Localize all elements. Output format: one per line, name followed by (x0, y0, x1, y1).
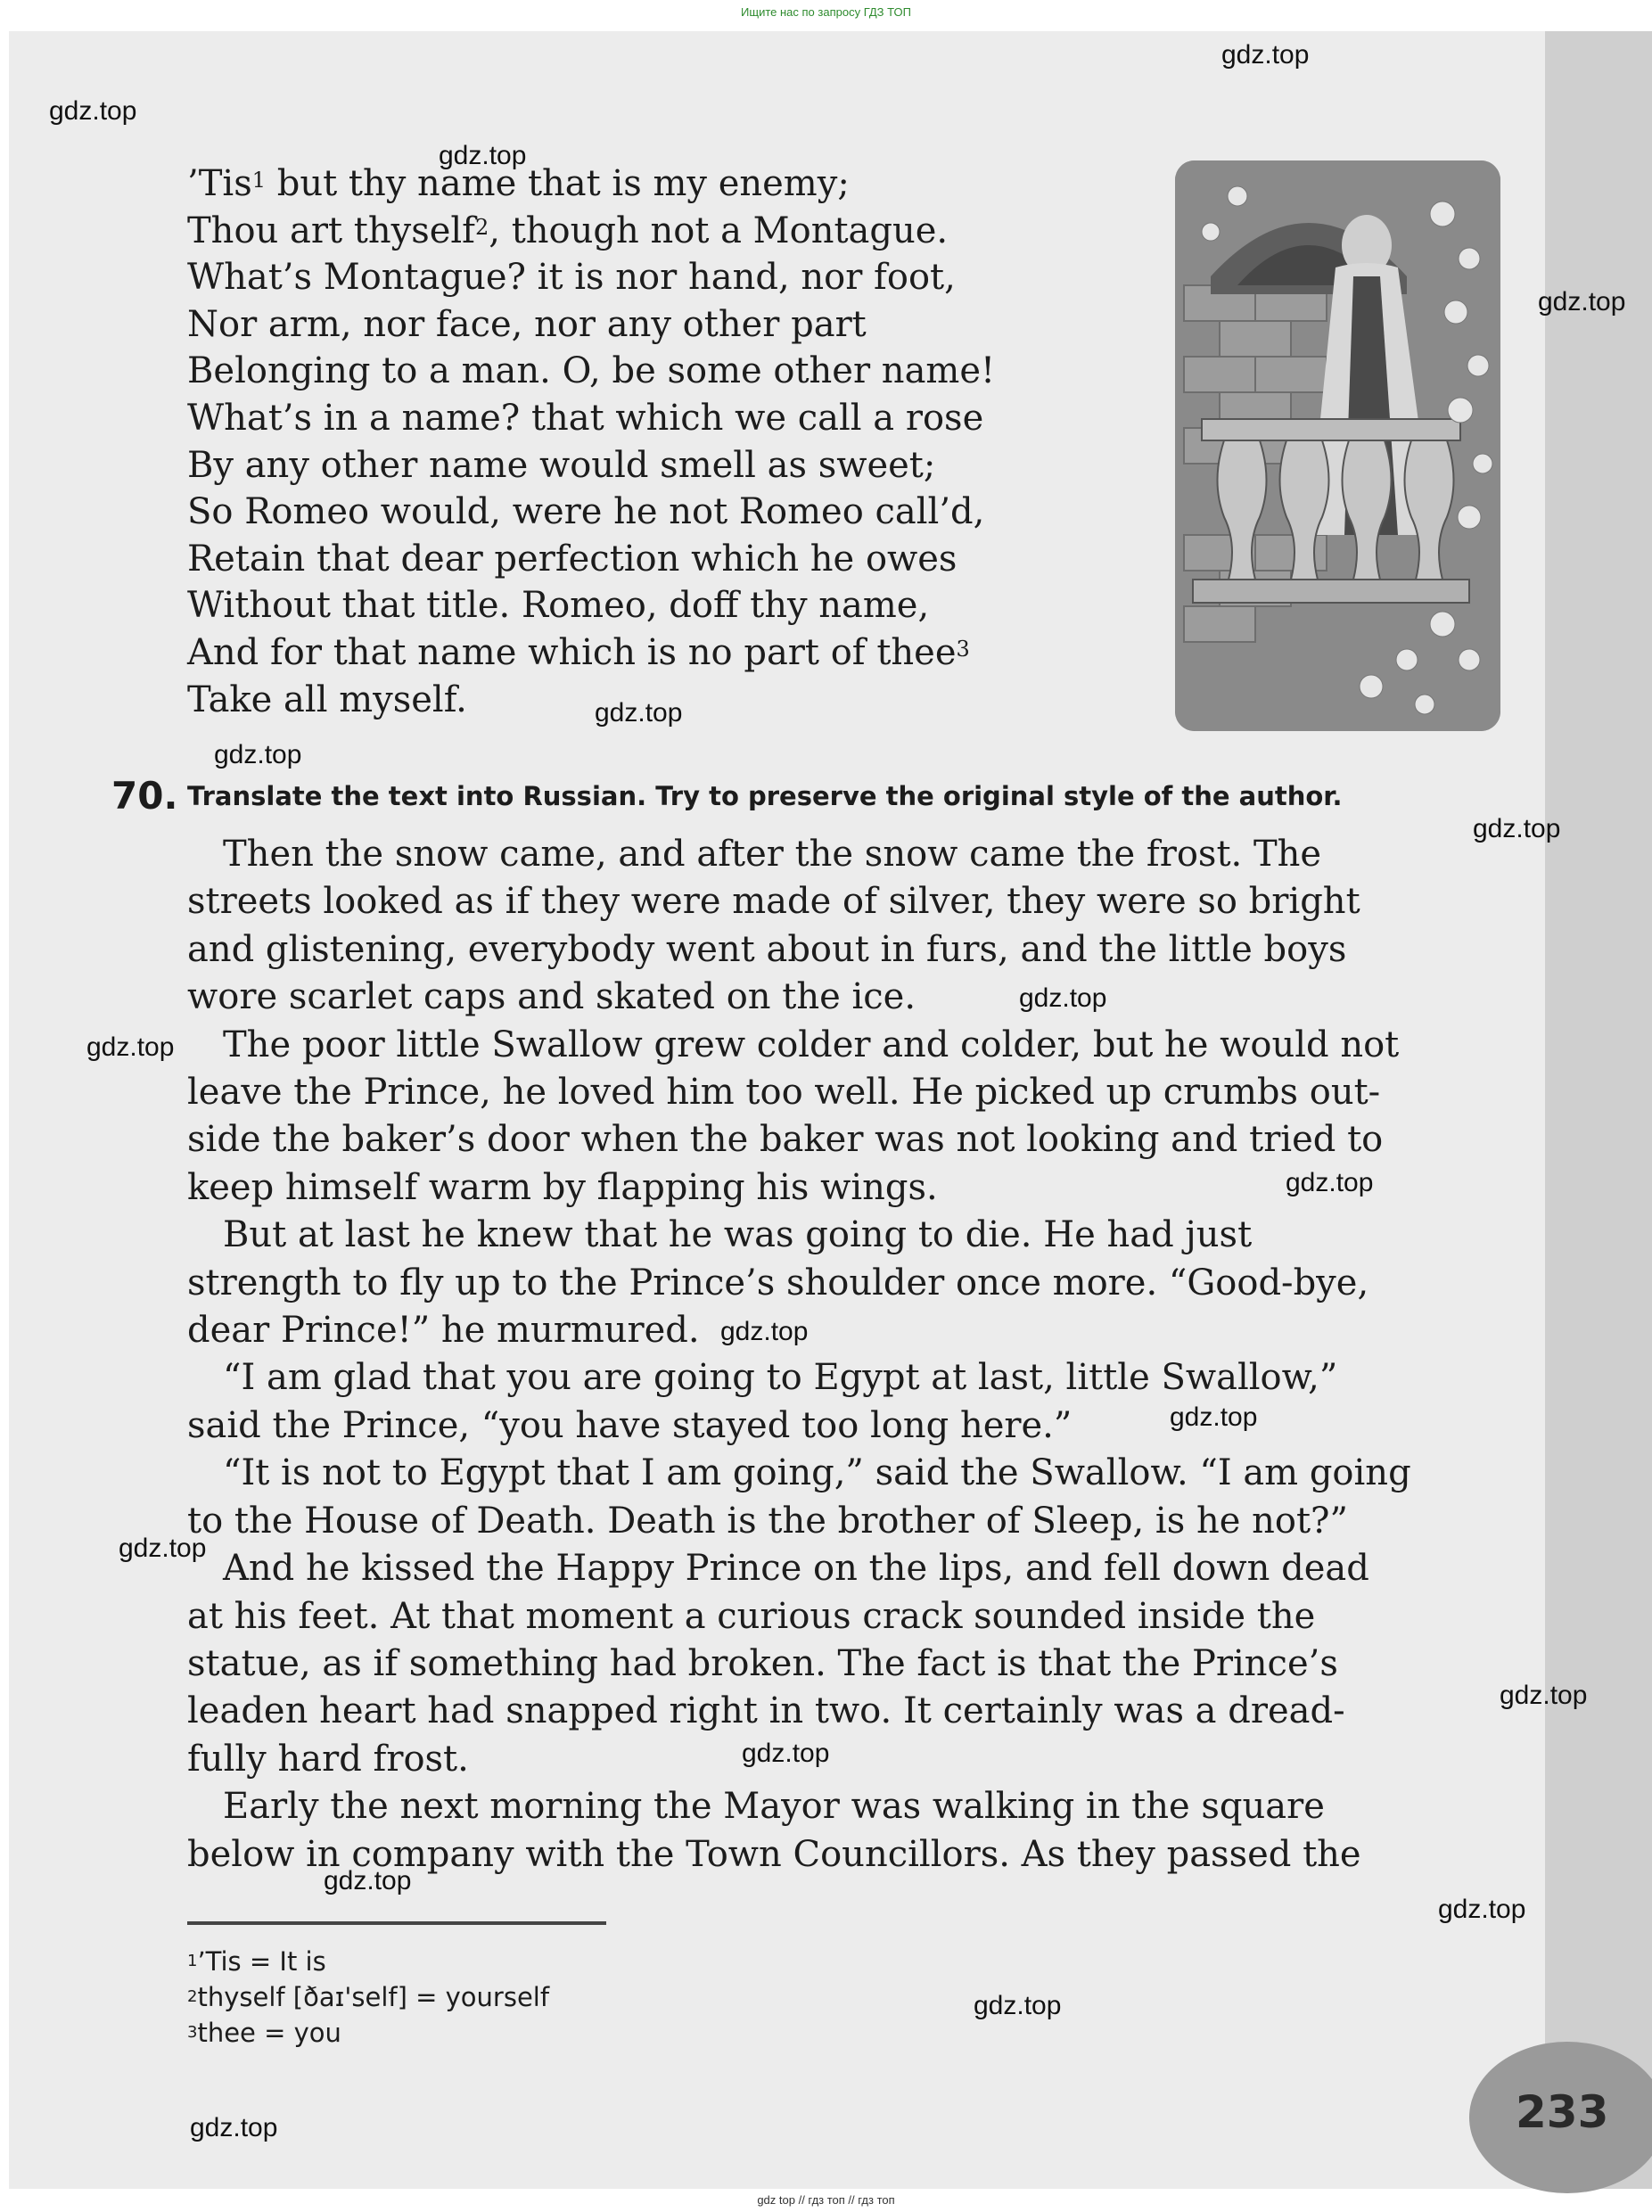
poem-line: Thou art thyself$^2$, though not a Montague. (187, 210, 949, 251)
top-banner: Ищите нас по запросу ГДЗ ТОП (741, 5, 911, 19)
prose-line: strength to fly up to the Prince’s shoulder once more. “Good-bye, (187, 1262, 1369, 1303)
poem-line: Take all myself. (187, 678, 467, 720)
prose-line: The poor little Swallow grew colder and colder, but he would not (223, 1024, 1400, 1065)
watermark: gdz.top (720, 1317, 809, 1346)
prose-line: leave the Prince, he loved him too well. He picked up crumbs out- (187, 1072, 1381, 1114)
prose-line: “I am glad that you are going to Egypt at last, little Swallow,” (223, 1357, 1338, 1399)
watermark: gdz.top (1019, 983, 1107, 1013)
watermark: gdz.top (1170, 1402, 1258, 1432)
watermark: gdz.top (742, 1739, 830, 1768)
poem-line: What’s Montague? it is nor hand, nor foot, (187, 257, 956, 299)
exercise-number: 70. (111, 774, 178, 818)
prose-line: Then the snow came, and after the snow came the frost. The (223, 834, 1322, 875)
watermark: gdz.top (190, 2113, 278, 2142)
watermark: gdz.top (1286, 1168, 1374, 1197)
juliet-balcony-image (1175, 160, 1500, 731)
page-number: 233 (1516, 2086, 1609, 2138)
footnote: $^2$thyself [ðaɪ'self] = yourself (187, 1982, 550, 2012)
watermark: gdz.top (214, 740, 302, 769)
watermark: gdz.top (324, 1866, 412, 1895)
balcony-illustration (1175, 160, 1500, 731)
watermark: gdz.top (1500, 1681, 1588, 1710)
page-edge-shadow (1545, 31, 1652, 2189)
watermark: gdz.top (595, 698, 683, 728)
prose-line: streets looked as if they were made of silver, they were so bright (187, 881, 1360, 923)
prose-line: wore scarlet caps and skated on the ice. (187, 976, 916, 1018)
footnote: $^3$thee = you (187, 2018, 341, 2048)
prose-line: below in company with the Town Councillors. As they passed the (187, 1833, 1361, 1875)
footnote-mark: 3 (956, 636, 970, 662)
poem-line: Without that title. Romeo, doff thy name, (187, 585, 930, 627)
prose-line: side the baker’s door when the baker was not looking and tried to (187, 1119, 1384, 1161)
prose-line: to the House of Death. Death is the brother of Sleep, is he not?” (187, 1500, 1348, 1542)
footnote-divider (187, 1921, 606, 1925)
watermark: gdz.top (439, 141, 527, 170)
watermark: gdz.top (974, 1991, 1062, 2020)
prose-line: Early the next morning the Mayor was walking in the square (223, 1786, 1325, 1828)
watermark: gdz.top (86, 1032, 175, 1062)
poem-line: ’Tis$^1$ but thy name that is my enemy; (187, 163, 850, 204)
footnote-mark: 2 (475, 214, 489, 240)
poem-line: Nor arm, nor face, nor any other part (187, 303, 867, 345)
watermark: gdz.top (1438, 1895, 1526, 1924)
exercise-instruction: Translate the text into Russian. Try to preserve the original style of the author. (187, 781, 1343, 811)
bottom-banner: gdz top // гдз топ // гдз топ (757, 2193, 895, 2207)
poem (187, 160, 1150, 723)
watermark: gdz.top (119, 1534, 207, 1563)
watermark: gdz.top (1221, 40, 1310, 70)
poem-line: By any other name would smell as sweet; (187, 444, 936, 486)
poem-line: Retain that dear perfection which he owes (187, 538, 958, 580)
footnote: $^1$’Tis = It is (187, 1946, 326, 1977)
prose-line: “It is not to Egypt that I am going,” said the Swallow. “I am going (223, 1452, 1411, 1494)
prose-line: statue, as if something had broken. The fact is that the Prince’s (187, 1642, 1338, 1684)
watermark: gdz.top (1473, 814, 1561, 843)
poem-line: So Romeo would, were he not Romeo call’d, (187, 491, 985, 533)
prose-line: But at last he knew that he was going to die. He had just (223, 1214, 1253, 1256)
poem-line: And for that name which is no part of thee$^3$ (187, 631, 970, 673)
prose-line: keep himself warm by flapping his wings. (187, 1166, 938, 1208)
prose-line: said the Prince, “you have stayed too long here.” (187, 1404, 1073, 1446)
footnotes (187, 1944, 549, 2051)
watermark: gdz.top (1538, 287, 1626, 317)
prose-line: at his feet. At that moment a curious crack sounded inside the (187, 1595, 1316, 1637)
prose-line: leaden heart had snapped right in two. It certainly was a dread- (187, 1690, 1345, 1732)
prose-line: And he kissed the Happy Prince on the lips, and fell down dead (223, 1548, 1369, 1590)
prose-line: fully hard frost. (187, 1738, 469, 1780)
footnote-mark: 1 (251, 168, 266, 193)
prose-line: and glistening, everybody went about in furs, and the little boys (187, 928, 1347, 970)
poem-line: Belonging to a man. O, be some other name! (187, 350, 996, 392)
poem-line: What’s in a name? that which we call a rose (187, 397, 984, 439)
prose-text (187, 831, 1458, 1879)
prose-line: dear Prince!” he murmured. (187, 1310, 700, 1352)
watermark: gdz.top (49, 96, 137, 126)
